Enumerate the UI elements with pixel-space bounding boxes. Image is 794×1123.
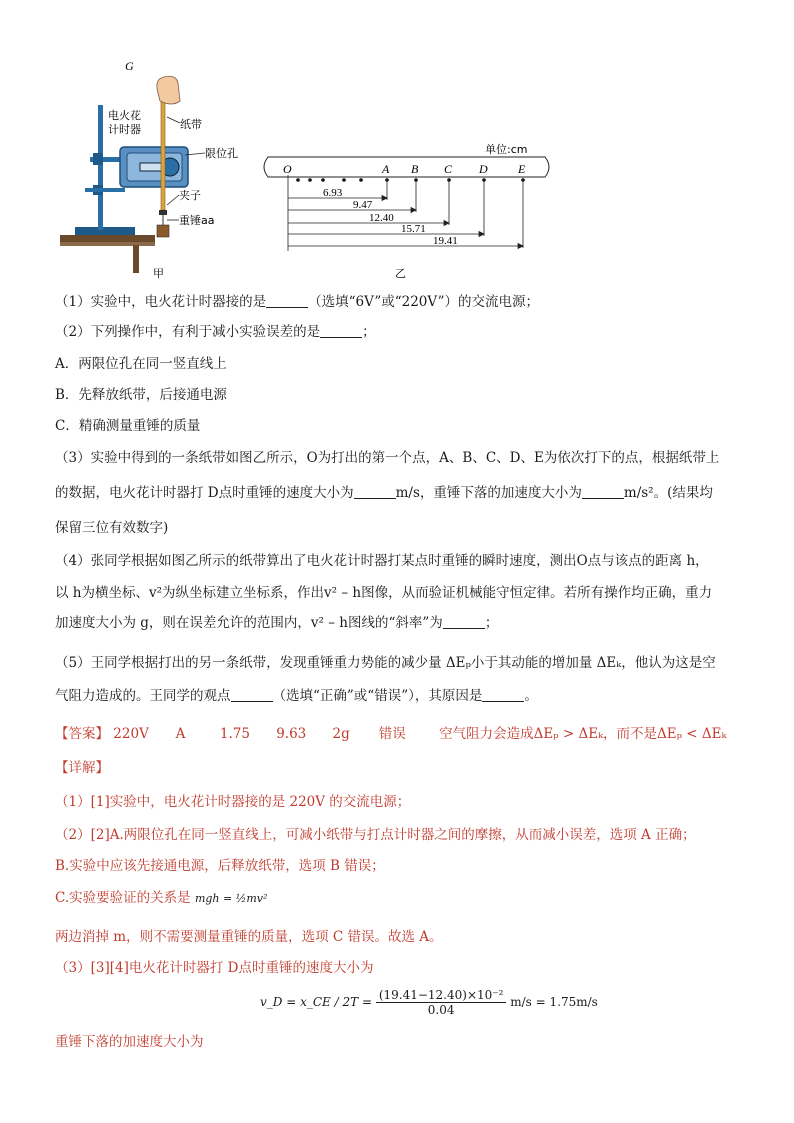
blank-3 <box>354 484 396 499</box>
q3-line-2b: m/s，重锤下落的加速度大小为 <box>395 485 582 501</box>
label-unit: 单位:cm <box>485 143 528 156</box>
eq-fraction <box>376 988 507 1017</box>
q3-line-3: 保留三位有效数字) <box>55 520 169 536</box>
label-weight: 重锤aa <box>179 214 215 227</box>
eq-lhs: v_D = x_CE / 2T <box>260 995 359 1009</box>
q2-end: ； <box>362 324 376 340</box>
option-b: B．先释放纸带，后接通电源 <box>55 387 227 403</box>
detail-4-text: C.实验要验证的关系是 <box>55 890 191 906</box>
answer-3: 1.75 <box>219 726 250 742</box>
q5-line-1: （5）王同学根据打出的另一条纸带，发现重锤重力势能的减少量 ΔEₚ小于其动能的增加量 ΔEₖ，他认为这是空 <box>55 655 716 671</box>
label-tape: 纸带 <box>180 118 202 131</box>
q4-line-3a: 加速度大小为 g，则在误差允许的范围内，v² – h图线的“斜率”为 <box>55 615 443 631</box>
q4-line-1: （4）张同学根据如图乙所示的纸带算出了电火花计时器打某点时重锤的瞬时速度，测出O点与该点的距离 h， <box>55 553 709 569</box>
label-timer-1: 电火花 <box>108 109 141 122</box>
detail-7: 重锤下落的加速度大小为 <box>55 1034 204 1050</box>
detail-6: （3）[3][4]电火花计时器打 D点时重锤的速度大小为 <box>55 960 374 976</box>
q3-line-1: （3）实验中得到的一条纸带如图乙所示，O为打出的第一个点，A、B、C、D、E为依次打下的点，根据纸带上 <box>55 450 720 466</box>
detail-5: 两边消掉 m，则不需要测量重锤的质量，选项 C 错误。故选 A。 <box>55 929 443 945</box>
point-c: C <box>444 162 453 176</box>
label-stop-hole: 限位孔 <box>205 147 238 160</box>
point-o: O <box>283 162 292 176</box>
blank-7 <box>482 687 524 702</box>
answer-6: 错误 <box>378 726 406 742</box>
blank-2 <box>320 323 362 338</box>
answer-2: A <box>175 726 186 742</box>
detail-1: （1）[1]实验中，电火花计时器接的是 220V 的交流电源； <box>55 794 411 810</box>
q1-text-b: （选填“6V”或“220V”）的交流电源； <box>308 294 540 310</box>
label-g: G <box>125 59 134 73</box>
q5-line-2a: 气阻力造成的。王同学的观点 <box>55 688 231 704</box>
blank-4 <box>582 484 624 499</box>
detail-4-eq: mgh = ½mv² <box>194 892 268 905</box>
answer-4: 9.63 <box>276 726 307 742</box>
q3-line-2c: m/s²。(结果均 <box>623 485 713 501</box>
eq-denominator: 0.04 <box>427 1003 455 1017</box>
dist-3: 12.40 <box>369 212 394 224</box>
label-timer-2: 计时器 <box>108 123 141 136</box>
q3-line-2a: 的数据，电火花计时器打 D点时重锤的速度大小为 <box>55 485 354 501</box>
eq-result: m/s = 1.75m/s <box>510 995 598 1009</box>
dist-1: 6.93 <box>323 187 343 199</box>
q4-line-3 <box>55 613 498 633</box>
experiment-figure <box>55 55 755 285</box>
question-2 <box>55 322 376 342</box>
detail-4 <box>55 888 267 909</box>
q5-line-2c: 。 <box>524 688 538 704</box>
detail-tag: 【详解】 <box>55 760 109 776</box>
dist-5: 19.41 <box>433 235 458 247</box>
point-d: D <box>479 162 488 176</box>
q2-text: （2）下列操作中，有利于减小实验误差的是 <box>55 324 321 340</box>
q5-line-2 <box>55 686 538 706</box>
q4-line-2: 以 h为横坐标、v²为纵坐标建立坐标系，作出v² – h图像，从而验证机械能守恒定律。若所有操作均正确，重力 <box>55 585 713 601</box>
question-1 <box>55 292 539 312</box>
answer-line <box>55 724 726 744</box>
blank-1 <box>266 293 308 308</box>
tape-diagram <box>264 143 549 280</box>
q5-line-2b: （选填“正确”或“错误”），其原因是 <box>272 688 483 704</box>
q4-line-3b: ； <box>484 615 499 631</box>
detail-2: （2）[2]A.两限位孔在同一竖直线上，可减小纸带与打点计时器之间的摩擦，从而减小误差，选项 A 正确； <box>55 827 696 843</box>
answer-1: 220V <box>113 726 149 742</box>
answer-reason: 空气阻力会造成ΔEₚ > ΔEₖ，而不是ΔEₚ < ΔEₖ <box>439 726 727 742</box>
label-clip: 夹子 <box>179 189 201 202</box>
caption-right: 乙 <box>395 267 406 280</box>
point-e: E <box>518 162 526 176</box>
blank-6 <box>231 687 273 702</box>
caption-left: 甲 <box>153 267 164 280</box>
blank-5 <box>443 614 485 629</box>
dist-2: 9.47 <box>353 199 373 211</box>
option-c: C．精确测量重锤的质量 <box>55 418 201 434</box>
point-a: A <box>382 162 390 176</box>
option-a: A．两限位孔在同一竖直线上 <box>55 356 227 372</box>
answer-5: 2g <box>332 726 350 742</box>
eq-numerator: (19.41−12.40)×10⁻² <box>376 988 507 1003</box>
q1-text-a: （1）实验中，电火花计时器接的是 <box>55 294 267 310</box>
answer-tag: 【答案】 <box>55 726 109 742</box>
dist-4: 15.71 <box>401 223 426 235</box>
point-b: B <box>411 162 419 176</box>
q3-line-2 <box>55 483 713 503</box>
velocity-equation: v_D = x_CE / 2T = $\frac{\text{(19.41−12.40)×10⁻²}}{0.04}$ m/s = 1.75m/s <box>260 988 598 1017</box>
apparatus-diagram <box>60 59 238 280</box>
detail-3: B.实验中应该先接通电源，后释放纸带，选项 B 错误； <box>55 858 385 874</box>
